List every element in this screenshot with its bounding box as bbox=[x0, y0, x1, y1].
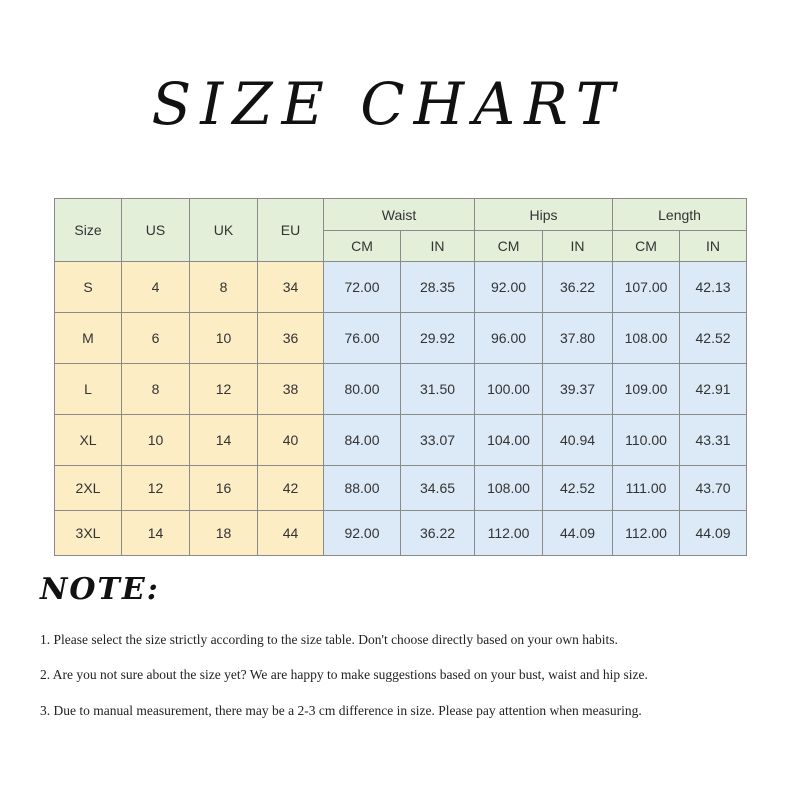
cell-eu: 38 bbox=[258, 364, 324, 415]
cell-hips-in: 42.52 bbox=[543, 466, 613, 511]
page-title: SIZE CHART bbox=[151, 70, 624, 138]
cell-uk: 8 bbox=[190, 262, 258, 313]
header-eu: EU bbox=[258, 199, 324, 262]
cell-waist-cm: 92.00 bbox=[324, 511, 401, 556]
header-length-cm: CM bbox=[613, 231, 680, 262]
note-line-3: 3. Due to manual measurement, there may be a 2-3 cm difference in size. Please pay attention when measuring. bbox=[40, 703, 642, 718]
table-row bbox=[55, 415, 747, 466]
cell-waist-in: 28.35 bbox=[401, 262, 475, 313]
header-waist-cm: CM bbox=[324, 231, 401, 262]
table-row bbox=[55, 364, 747, 415]
cell-eu: 34 bbox=[258, 262, 324, 313]
cell-uk: 12 bbox=[190, 364, 258, 415]
cell-uk: 10 bbox=[190, 313, 258, 364]
cell-eu: 42 bbox=[258, 466, 324, 511]
cell-us: 6 bbox=[122, 313, 190, 364]
note-line-1: 1. Please select the size strictly according to the size table. Don't choose directly based on your own habits. bbox=[40, 632, 618, 647]
cell-hips-cm: 112.00 bbox=[475, 511, 543, 556]
cell-hips-in: 37.80 bbox=[543, 313, 613, 364]
table-row bbox=[55, 511, 747, 556]
cell-uk: 14 bbox=[190, 415, 258, 466]
cell-hips-cm: 96.00 bbox=[475, 313, 543, 364]
header-hips-cm: CM bbox=[475, 231, 543, 262]
cell-hips-cm: 100.00 bbox=[475, 364, 543, 415]
cell-waist-cm: 84.00 bbox=[324, 415, 401, 466]
cell-waist-cm: 80.00 bbox=[324, 364, 401, 415]
cell-waist-cm: 88.00 bbox=[324, 466, 401, 511]
cell-size: 2XL bbox=[55, 466, 122, 511]
cell-hips-in: 44.09 bbox=[543, 511, 613, 556]
cell-length-cm: 112.00 bbox=[613, 511, 680, 556]
cell-hips-cm: 104.00 bbox=[475, 415, 543, 466]
cell-eu: 44 bbox=[258, 511, 324, 556]
cell-eu: 36 bbox=[258, 313, 324, 364]
cell-length-in: 42.52 bbox=[680, 313, 747, 364]
cell-uk: 16 bbox=[190, 466, 258, 511]
cell-hips-in: 36.22 bbox=[543, 262, 613, 313]
header-hips-in: IN bbox=[543, 231, 613, 262]
cell-waist-in: 31.50 bbox=[401, 364, 475, 415]
cell-us: 4 bbox=[122, 262, 190, 313]
cell-size: S bbox=[55, 262, 122, 313]
table-row bbox=[55, 466, 747, 511]
cell-us: 10 bbox=[122, 415, 190, 466]
cell-waist-cm: 76.00 bbox=[324, 313, 401, 364]
size-chart-table bbox=[54, 198, 747, 556]
cell-size: L bbox=[55, 364, 122, 415]
cell-us: 12 bbox=[122, 466, 190, 511]
table-row bbox=[55, 262, 747, 313]
cell-length-cm: 107.00 bbox=[613, 262, 680, 313]
header-waist: Waist bbox=[324, 199, 475, 231]
cell-size: 3XL bbox=[55, 511, 122, 556]
header-hips: Hips bbox=[475, 199, 613, 231]
header-waist-in: IN bbox=[401, 231, 475, 262]
cell-us: 14 bbox=[122, 511, 190, 556]
cell-waist-in: 33.07 bbox=[401, 415, 475, 466]
cell-length-in: 42.13 bbox=[680, 262, 747, 313]
header-uk: UK bbox=[190, 199, 258, 262]
cell-us: 8 bbox=[122, 364, 190, 415]
cell-length-cm: 109.00 bbox=[613, 364, 680, 415]
cell-waist-in: 36.22 bbox=[401, 511, 475, 556]
cell-length-cm: 110.00 bbox=[613, 415, 680, 466]
note-line-2: 2. Are you not sure about the size yet? We are happy to make suggestions based on your bust, waist and hip size. bbox=[40, 667, 648, 682]
cell-uk: 18 bbox=[190, 511, 258, 556]
cell-eu: 40 bbox=[258, 415, 324, 466]
cell-length-in: 44.09 bbox=[680, 511, 747, 556]
cell-waist-in: 29.92 bbox=[401, 313, 475, 364]
cell-size: XL bbox=[55, 415, 122, 466]
cell-waist-in: 34.65 bbox=[401, 466, 475, 511]
cell-hips-in: 40.94 bbox=[543, 415, 613, 466]
cell-hips-cm: 108.00 bbox=[475, 466, 543, 511]
cell-length-cm: 111.00 bbox=[613, 466, 680, 511]
header-us: US bbox=[122, 199, 190, 262]
table-row bbox=[55, 313, 747, 364]
note-heading: NOTE: bbox=[40, 572, 160, 607]
header-length: Length bbox=[613, 199, 747, 231]
cell-hips-in: 39.37 bbox=[543, 364, 613, 415]
cell-length-in: 43.31 bbox=[680, 415, 747, 466]
header-size: Size bbox=[55, 199, 122, 262]
cell-length-cm: 108.00 bbox=[613, 313, 680, 364]
cell-hips-cm: 92.00 bbox=[475, 262, 543, 313]
cell-length-in: 43.70 bbox=[680, 466, 747, 511]
cell-size: M bbox=[55, 313, 122, 364]
cell-waist-cm: 72.00 bbox=[324, 262, 401, 313]
cell-length-in: 42.91 bbox=[680, 364, 747, 415]
header-length-in: IN bbox=[680, 231, 747, 262]
